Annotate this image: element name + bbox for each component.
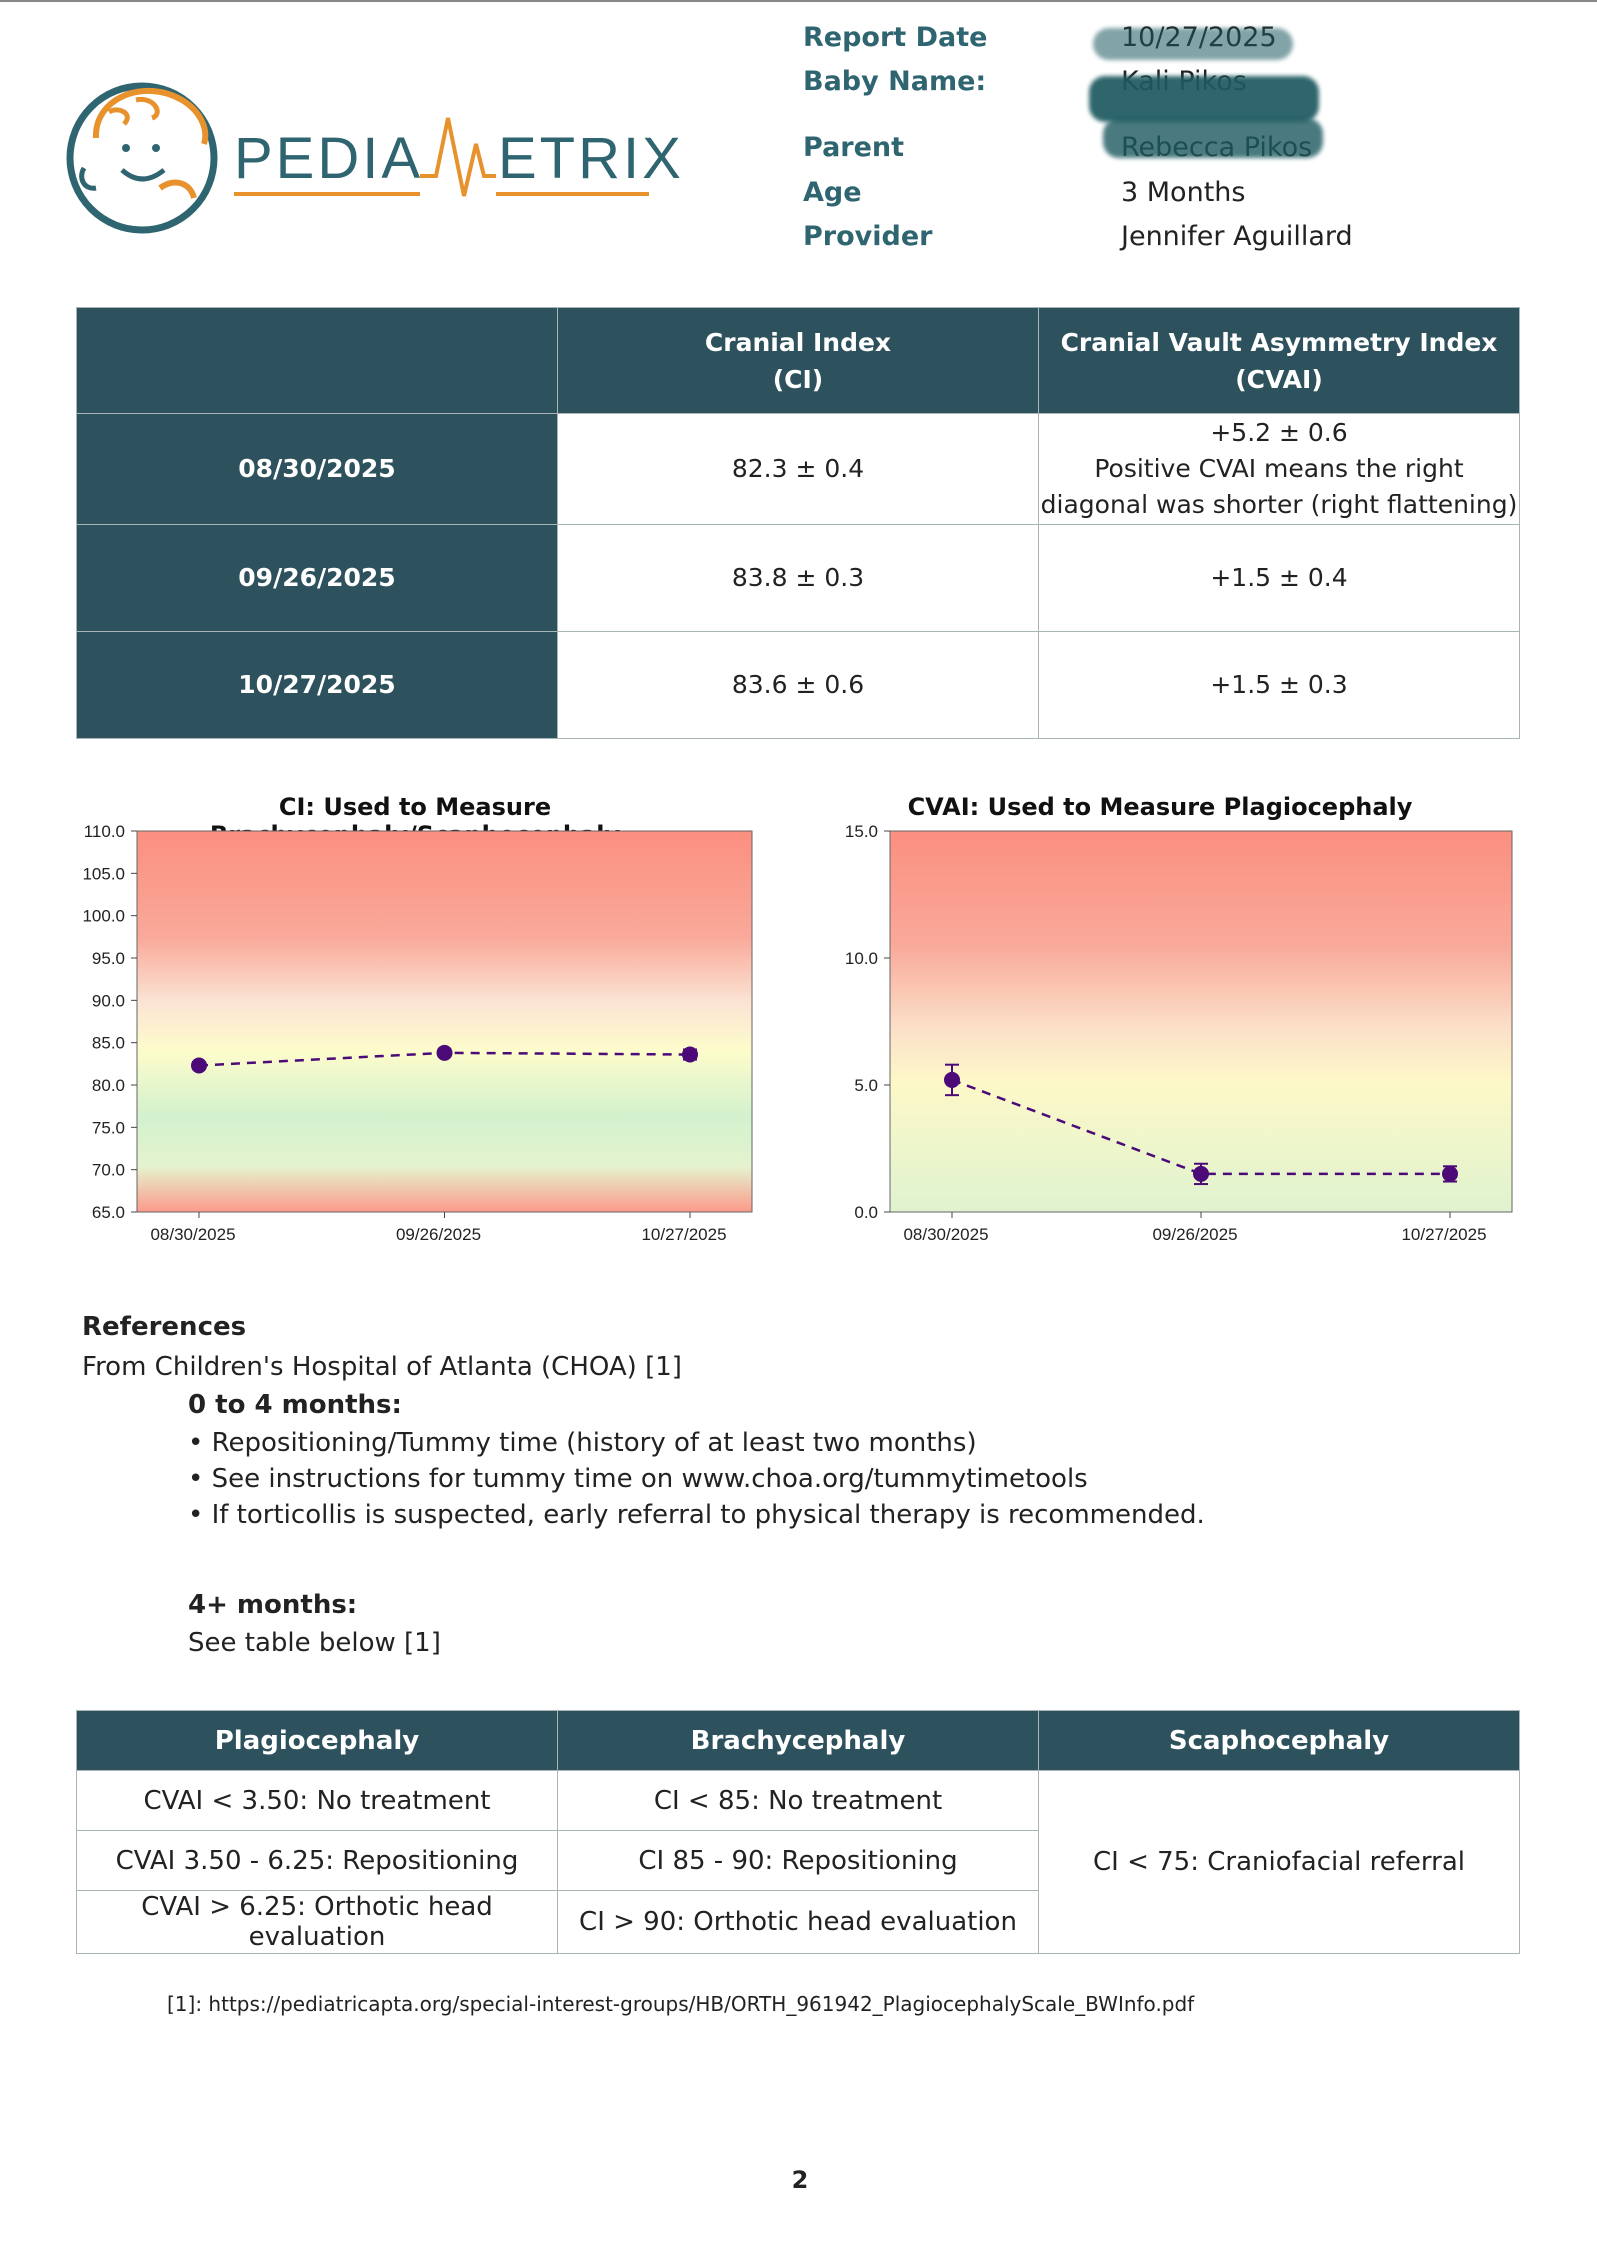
baby-name-label: Baby Name: — [803, 66, 987, 97]
data-point — [682, 1047, 698, 1063]
top-border — [0, 0, 1597, 2]
row-ci: 83.8 ± 0.3 — [558, 525, 1039, 632]
y-tick-label: 10.0 — [844, 949, 878, 968]
chart-title: CI: Used to Measure — [278, 793, 552, 821]
y-tick-label: 65.0 — [91, 1203, 125, 1222]
data-point — [437, 1045, 453, 1061]
data-point — [191, 1058, 207, 1074]
y-tick-label: 100.0 — [82, 906, 125, 926]
ci-header — [558, 308, 1039, 414]
x-tick-label: 09/26/2025 — [395, 1225, 482, 1244]
y-tick-label: 0.0 — [854, 1203, 878, 1222]
data-point — [1442, 1166, 1458, 1182]
y-tick-label: 15.0 — [844, 822, 878, 841]
redaction-mark — [1093, 28, 1293, 60]
provider-value: Jennifer Aguillard — [1121, 221, 1353, 252]
ci-header-line2: (CI) — [772, 364, 824, 394]
brachy-header: Brachycephaly — [558, 1711, 1039, 1771]
cvai-header-line2: (CVAI) — [1235, 364, 1323, 394]
group2-text: See table below [1] — [188, 1628, 441, 1658]
brachy-cell: CI 85 - 90: Repositioning — [558, 1831, 1039, 1891]
plagio-cell: CVAI < 3.50: No treatment — [77, 1771, 558, 1831]
svg-text:ETRIX: ETRIX — [498, 126, 684, 191]
cvai-note: Positive CVAI means the right — [1094, 454, 1464, 483]
list-item: • Repositioning/Tummy time (history of at least two months) — [188, 1428, 977, 1458]
cvai-header — [1039, 308, 1520, 414]
row-cvai — [1039, 414, 1520, 525]
age-value: 3 Months — [1121, 177, 1246, 208]
y-tick-label: 70.0 — [91, 1160, 125, 1180]
references-heading: References — [82, 1312, 247, 1342]
list-item: • If torticollis is suspected, early referral to physical therapy is recommended. — [188, 1500, 1205, 1530]
cvai-header-line1: Cranial Vault Asymmetry Index — [1060, 327, 1498, 357]
table-row — [77, 632, 1520, 739]
table-row — [77, 414, 1520, 525]
age-label: Age — [803, 177, 862, 208]
parent-label: Parent — [803, 132, 905, 163]
page-number: 2 — [791, 2166, 809, 2194]
row-cvai: +1.5 ± 0.4 — [1039, 525, 1520, 632]
cvai-note: diagonal was shorter (right flattening) — [1040, 490, 1518, 519]
pediametrix-logo — [64, 78, 684, 238]
table-row — [77, 1771, 1520, 1831]
redaction-mark — [1103, 118, 1323, 158]
ci-chart-svg — [55, 785, 775, 1255]
data-point — [944, 1072, 960, 1088]
guidelines-table — [76, 1710, 1520, 1954]
empty-header-cell — [77, 308, 558, 414]
group1-title: 0 to 4 months: — [188, 1390, 402, 1420]
list-item: • See instructions for tummy time on www.choa.org/tummytimetools — [188, 1464, 1088, 1494]
y-tick-label: 95.0 — [91, 949, 125, 968]
brachy-cell: CI > 90: Orthotic head evaluation — [558, 1891, 1039, 1954]
x-tick-label: 10/27/2025 — [641, 1225, 727, 1244]
footnote: [1]: https://pediatricapta.org/special-interest-groups/HB/ORTH_961942_PlagiocephalyScale_BWInfo.pdf — [167, 1992, 1195, 2016]
x-tick-label: 10/27/2025 — [1401, 1225, 1487, 1244]
y-tick-label: 90.0 — [91, 991, 125, 1011]
plagio-header: Plagiocephaly — [77, 1711, 558, 1771]
references-source: From Children's Hospital of Atlanta (CHOA) [1] — [82, 1352, 682, 1382]
cvai-chart-svg — [820, 785, 1540, 1255]
chart-title: CVAI: Used to Measure Plagiocephaly — [907, 793, 1413, 821]
x-tick-label: 09/26/2025 — [1152, 1225, 1238, 1244]
y-tick-label: 85.0 — [91, 1033, 125, 1053]
row-cvai: +1.5 ± 0.3 — [1039, 632, 1520, 739]
row-ci: 82.3 ± 0.4 — [558, 414, 1039, 525]
plot-area — [137, 831, 752, 1212]
y-tick-label: 5.0 — [854, 1076, 878, 1095]
y-tick-label: 105.0 — [82, 864, 125, 884]
y-tick-label: 80.0 — [91, 1076, 125, 1095]
x-tick-label: 08/30/2025 — [903, 1225, 989, 1244]
measurements-table — [76, 307, 1520, 739]
cvai-chart — [820, 785, 1540, 1255]
row-date: 08/30/2025 — [77, 414, 558, 525]
brachy-cell: CI < 85: No treatment — [558, 1771, 1039, 1831]
x-tick-label: 08/30/2025 — [150, 1225, 236, 1244]
report-date-label: Report Date — [803, 22, 988, 53]
ci-header-line1: Cranial Index — [704, 327, 892, 357]
svg-text:PEDIA: PEDIA — [234, 126, 424, 191]
plagio-cell: CVAI 3.50 - 6.25: Repositioning — [77, 1831, 558, 1891]
redaction-mark — [1089, 76, 1319, 122]
plagio-cell: CVAI > 6.25: Orthotic head evaluation — [77, 1891, 558, 1954]
cvai-value: +5.2 ± 0.6 — [1210, 418, 1348, 447]
age-row — [803, 173, 1363, 213]
plot-area — [890, 831, 1512, 1212]
row-date: 09/26/2025 — [77, 525, 558, 632]
table-row — [77, 525, 1520, 632]
row-ci: 83.6 ± 0.6 — [558, 632, 1039, 739]
provider-label: Provider — [803, 221, 933, 252]
scapho-cell: CI < 75: Craniofacial referral — [1039, 1771, 1520, 1954]
y-tick-label: 110.0 — [83, 822, 125, 841]
scapho-header: Scaphocephaly — [1039, 1711, 1520, 1771]
ci-chart — [55, 785, 775, 1255]
data-point — [1193, 1166, 1209, 1182]
group2-title: 4+ months: — [188, 1590, 358, 1620]
y-tick-label: 75.0 — [91, 1118, 125, 1138]
row-date: 10/27/2025 — [77, 632, 558, 739]
provider-row — [803, 217, 1363, 257]
